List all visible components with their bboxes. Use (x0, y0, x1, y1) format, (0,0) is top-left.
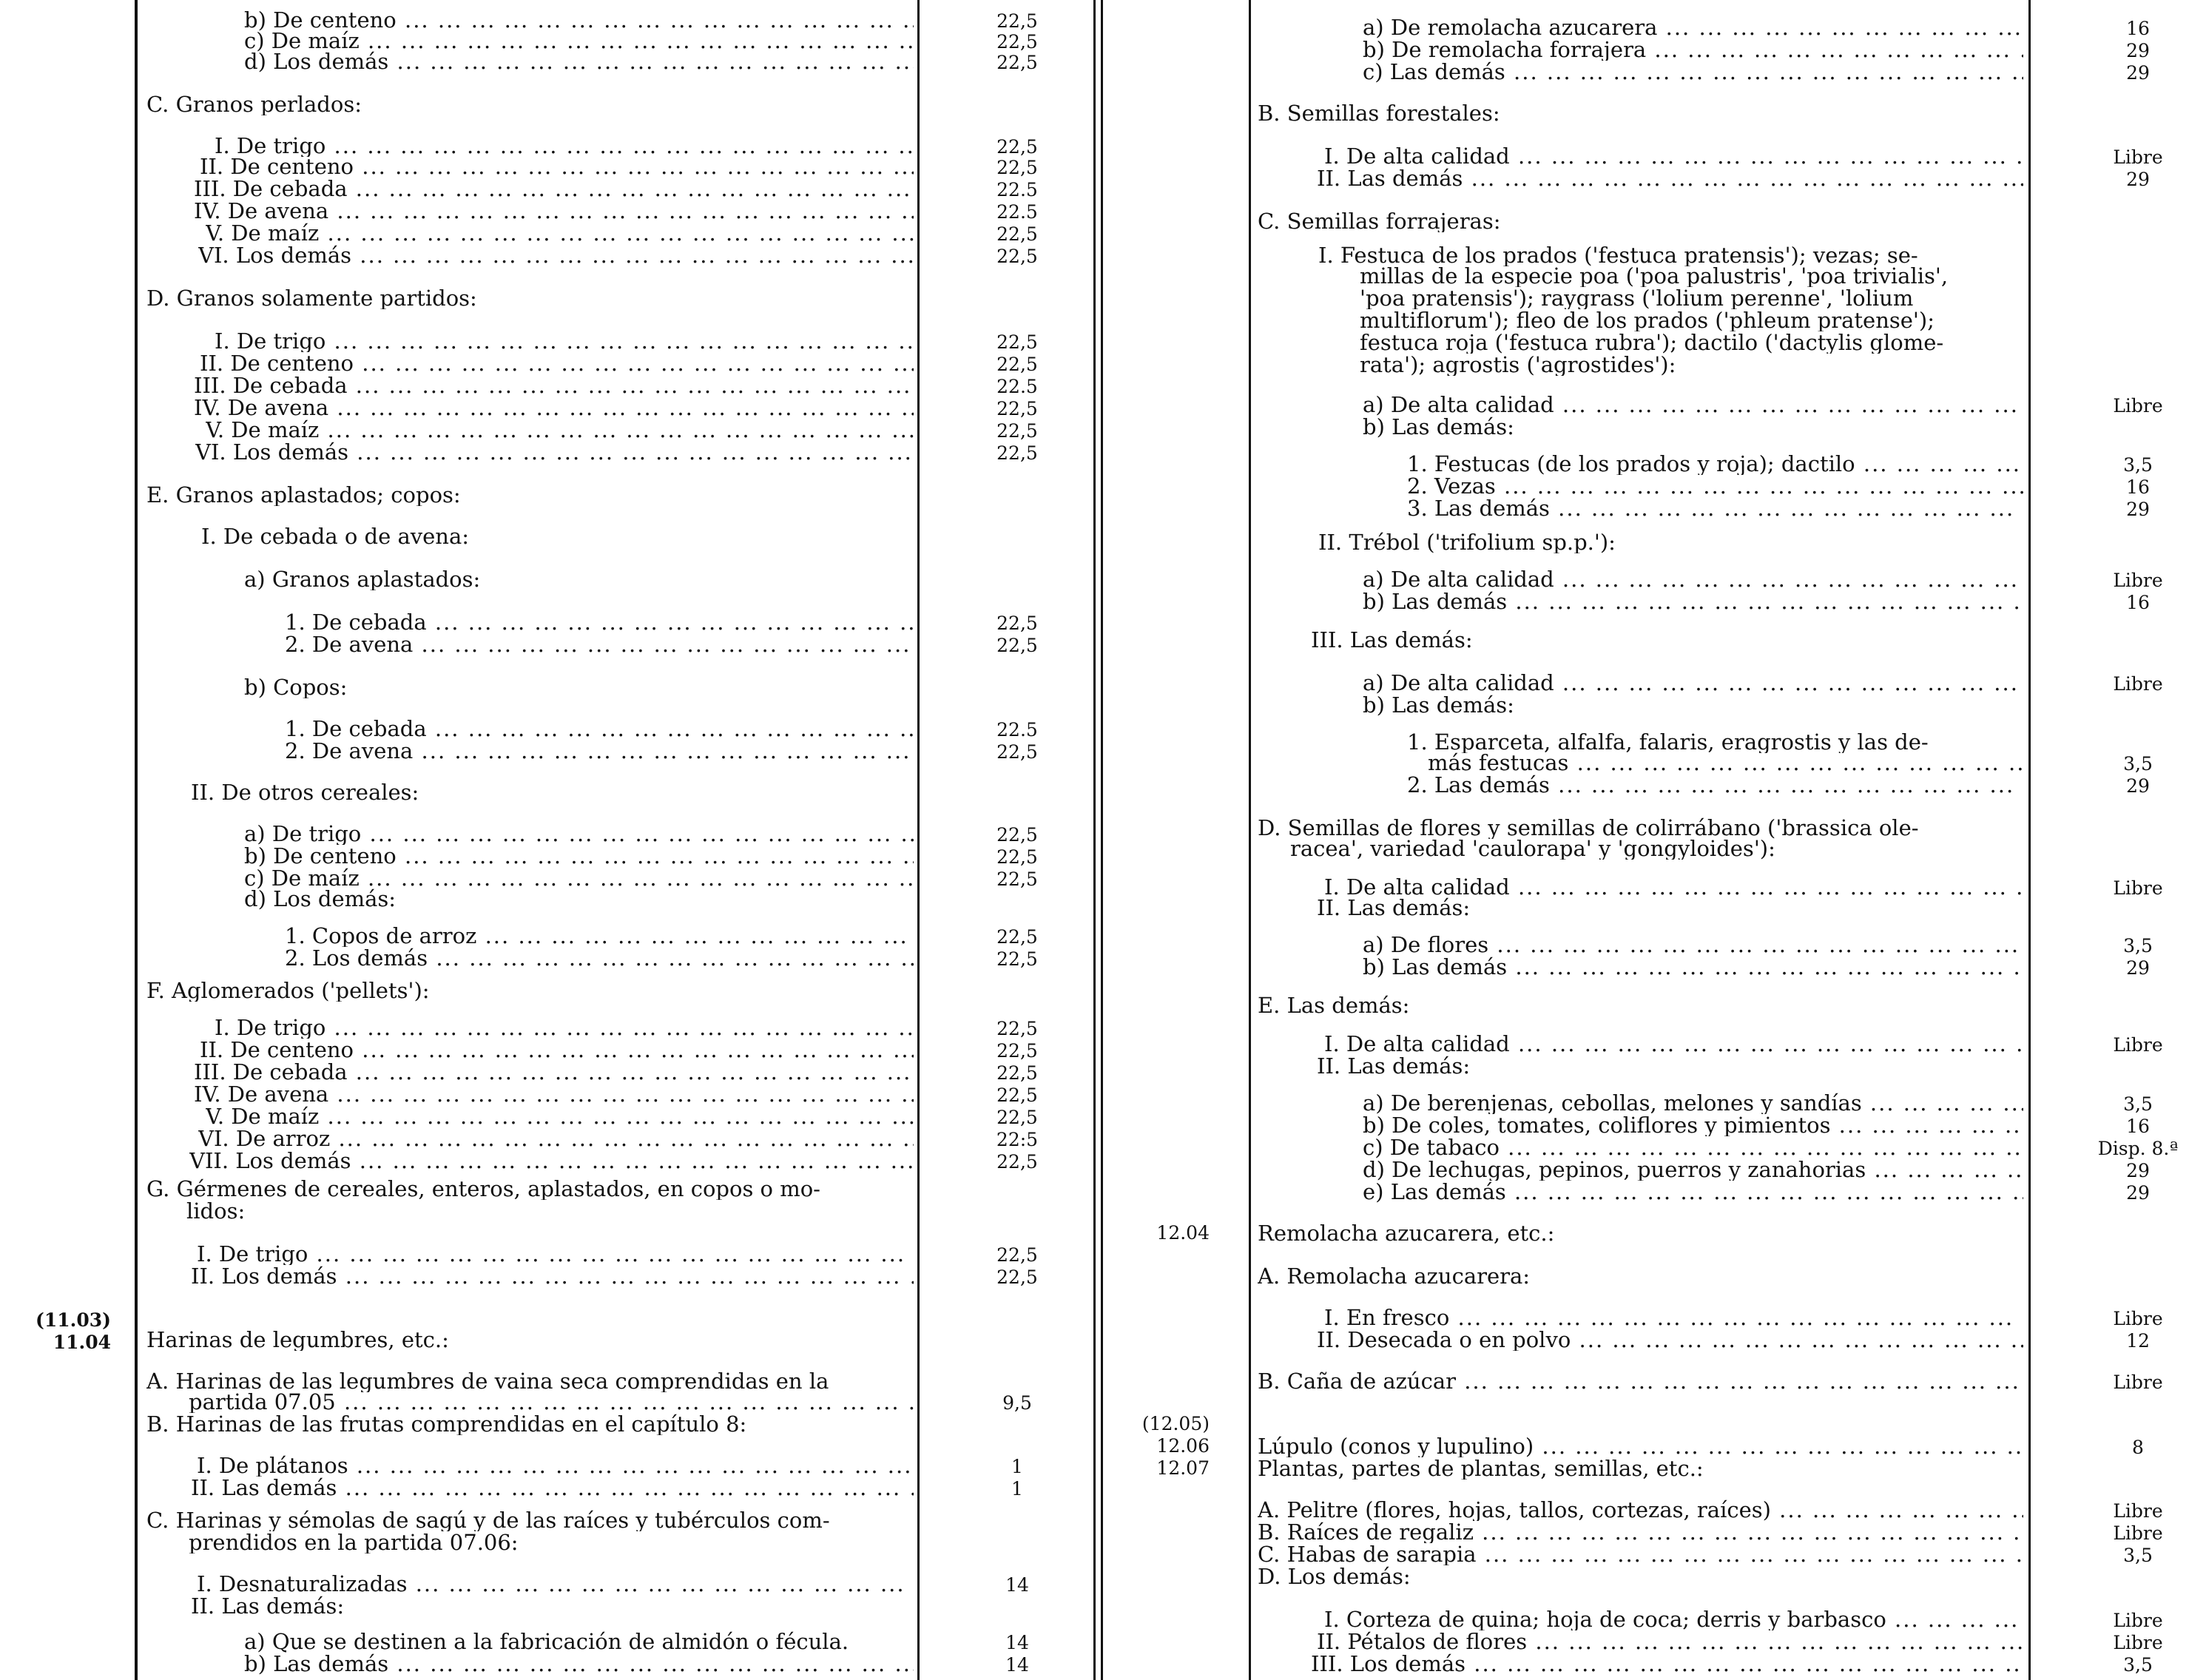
right-entry (1324, 1033, 2023, 1056)
left-entry (194, 1083, 914, 1107)
left-entry-value: 22,5 (996, 10, 1038, 32)
left-entry-text: d) Los demás: (244, 888, 397, 910)
right-heading-code: 12.04 (1156, 1222, 1210, 1244)
left-entry (191, 1265, 914, 1289)
right-entry-value: Libre (2113, 1308, 2163, 1329)
right-entry (1258, 1265, 2027, 1289)
center-rule-a (1093, 0, 1096, 1680)
right-entry-text: a) De flores ... . (1363, 934, 2023, 956)
left-entry-value: 22,5 (996, 1084, 1038, 1106)
right-entry (1311, 629, 2025, 652)
left-entry-value: 22.5 (996, 201, 1038, 223)
right-entry-text: Lúpulo (conos y lupulino) ... . (1258, 1435, 2023, 1457)
left-entry-text: II. De centeno ... . (200, 352, 914, 374)
right-heading-code: 12.07 (1156, 1457, 1210, 1479)
right-entry-text: A. Remolacha azucarera: (1258, 1265, 1531, 1287)
right-entry-value: 12 (2126, 1330, 2150, 1352)
left-entry (244, 1630, 914, 1654)
left-entry (189, 1391, 914, 1414)
left-entry (206, 1105, 914, 1129)
left-entry (194, 200, 914, 223)
left-entry-value: 22.5 (996, 719, 1038, 741)
right-entry (1318, 531, 2025, 555)
left-entry-value: 22,5 (996, 846, 1038, 868)
right-entry (1363, 672, 2023, 695)
left-entry-text: II. De centeno ... . (200, 155, 914, 178)
left-entry (285, 718, 914, 741)
right-entry (1363, 1181, 2023, 1204)
right-entry (1363, 934, 2023, 957)
left-entry (215, 1016, 914, 1040)
right-entry-text: II. Las demás: (1317, 1055, 1471, 1077)
right-entry (1258, 210, 2027, 234)
right-entry-value: 29 (2126, 957, 2150, 979)
right-entry-text: B. Raíces de regaliz ... . (1258, 1521, 2023, 1543)
left-entry-text: V. De maíz ... . (206, 419, 914, 441)
right-entry-text: Plantas, partes de plantas, semillas, etc.: (1258, 1457, 1704, 1480)
left-entry (244, 50, 914, 74)
right-entry (1324, 1306, 2023, 1330)
left-entry-text: 2. Los demás ... . (285, 947, 914, 969)
right-entry-value: 3,5 (2123, 935, 2153, 957)
right-entry-value: 16 (2126, 18, 2150, 39)
left-entry (197, 1454, 914, 1478)
left-entry-text: II. Las demás ... . (191, 1477, 914, 1499)
left-entry (285, 740, 914, 763)
right-entry (1360, 309, 2026, 333)
left-entry (285, 947, 914, 971)
left-entry-text: I. Desnaturalizadas ... . (197, 1573, 914, 1595)
right-entry (1258, 1435, 2023, 1459)
left-entry (146, 287, 916, 311)
left-entry (198, 1127, 914, 1151)
right-entry-text: II. Pétalos de flores ... . (1317, 1630, 2023, 1653)
right-entry (1290, 837, 2026, 861)
right-entry (1363, 1136, 2023, 1160)
left-entry-value: 22,5 (996, 613, 1038, 634)
right-entry (1258, 1543, 2023, 1567)
left-entry (146, 93, 916, 117)
right-entry-text: E. Las demás: (1258, 994, 1410, 1016)
left-entry-value: 22,5 (996, 1040, 1038, 1062)
left-entry (197, 1243, 914, 1266)
right-entry-text: e) Las demás ... . (1363, 1181, 2023, 1203)
left-entry (146, 979, 916, 1003)
left-entry-value: 22,5 (996, 741, 1038, 763)
left-entry-value: 22,5 (996, 948, 1038, 970)
right-entry-value: 29 (2126, 1160, 2150, 1181)
left-entry-value: 22,5 (996, 1266, 1038, 1288)
left-entry (285, 925, 914, 948)
left-column-rule (135, 0, 138, 1680)
left-entry-value: 22,5 (996, 926, 1038, 948)
left-entry (197, 1573, 914, 1596)
right-entry (1407, 453, 2023, 476)
left-entry (189, 1531, 914, 1555)
right-entry-text: I. De alta calidad ... . (1324, 876, 2023, 898)
left-entry-value: 22,5 (996, 223, 1038, 245)
right-entry-text: C. Habas de sarapia ... . (1258, 1543, 2023, 1565)
right-entry (1428, 752, 2023, 775)
left-entry-text: B. Harinas de las frutas comprendidas en el capítulo 8: (146, 1413, 747, 1435)
right-entry (1363, 1114, 2023, 1138)
right-entry (1317, 1055, 2023, 1079)
right-entry-text: I. Corteza de quina; hoja de coca; derris y barbasco ... . (1324, 1608, 2023, 1630)
right-entry-value: Libre (2113, 877, 2163, 899)
right-entry-text: b) De remolacha forrajera ... . (1363, 38, 2023, 61)
left-entry-text: a) Granos aplastados: (244, 568, 481, 590)
right-entry-text: I. Festuca de los prados ('festuca pratensis'); vezas; se- (1318, 244, 1918, 266)
right-entry-text: I. En fresco ... . (1324, 1306, 2023, 1329)
left-entry (195, 441, 914, 465)
right-entry (1258, 1370, 2023, 1394)
left-entry (200, 1039, 914, 1062)
left-entry-value: 1 (1011, 1478, 1023, 1499)
right-entry-text: b) Las demás ... . (1363, 590, 2023, 613)
right-entry-text: I. De alta calidad ... . (1324, 145, 2023, 167)
right-entry (1360, 331, 2026, 355)
left-entry-text: b) Las demás ... . (244, 1653, 914, 1675)
left-entry-text: VI. De arroz ... . (198, 1127, 914, 1150)
left-entry-text: 2. De avena ... . (285, 740, 914, 762)
left-entry-text: I. De trigo ... . (215, 135, 914, 157)
left-entry-text: b) De centeno ... . (244, 9, 914, 31)
left-entry (146, 1178, 916, 1201)
left-entry-value: 1 (1011, 1456, 1023, 1477)
right-entry-value: 3,5 (2123, 753, 2153, 775)
right-entry (1317, 1329, 2023, 1352)
left-entry-text: II. De otros cereales: (191, 781, 419, 803)
left-entry-text: I. De trigo ... . (215, 1016, 914, 1039)
right-entry-value: 8 (2132, 1437, 2144, 1458)
left-entry-text: C. Granos perlados: (146, 93, 362, 115)
left-entry-text: D. Granos solamente partidos: (146, 287, 477, 309)
left-entry (146, 484, 916, 507)
left-entry (285, 611, 914, 635)
right-entry-value: Libre (2113, 146, 2163, 168)
left-entry-text: E. Granos aplastados; copos: (146, 484, 461, 506)
left-entry (200, 352, 914, 376)
left-entry (206, 222, 914, 246)
left-entry (244, 888, 914, 911)
right-entry-text: A. Pelitre (flores, hojas, tallos, cortezas, raíces) ... . (1258, 1499, 2023, 1521)
left-entry-text: partida 07.05 ... . (189, 1391, 914, 1413)
right-entry-value: Libre (2113, 395, 2163, 416)
left-entry-text: 1. De cebada ... . (285, 611, 914, 633)
left-entry (206, 419, 914, 442)
left-entry (186, 1200, 915, 1224)
left-value-rule (917, 0, 920, 1680)
right-entry-text: más festucas ... . (1428, 752, 2023, 774)
left-entry (215, 330, 914, 354)
left-entry (191, 781, 914, 805)
left-entry-text: G. Gérmenes de cereales, enteros, aplastados, en copos o mo- (146, 1178, 820, 1200)
left-entry-text: prendidos en la partida 07.06: (189, 1531, 519, 1554)
left-entry (244, 676, 914, 700)
right-entry-text: II. Las demás: (1317, 897, 1471, 919)
right-entry (1311, 1653, 2023, 1676)
left-entry-value: 22,5 (996, 331, 1038, 353)
left-entry-value: 9,5 (1002, 1392, 1032, 1414)
right-entry-value: Libre (2113, 1610, 2163, 1631)
right-entry (1317, 1630, 2023, 1654)
left-entry-value: 22,5 (996, 157, 1038, 178)
left-entry-value: 14 (1005, 1654, 1029, 1676)
left-entry (201, 525, 911, 549)
left-heading-code: (11.03) (36, 1309, 111, 1331)
right-entry (1363, 394, 2023, 417)
left-entry (146, 1413, 916, 1437)
left-entry (285, 633, 914, 657)
left-entry-text: IV. De avena ... . (194, 1083, 914, 1105)
right-entry-text: b) Las demás ... . (1363, 956, 2023, 978)
right-entry (1363, 956, 2023, 979)
right-entry-text: I. De alta calidad ... . (1324, 1033, 2023, 1055)
left-entry-text: IV. De avena ... . (194, 200, 914, 222)
right-entry-text: 3. Las demás ... . (1407, 497, 2023, 519)
left-entry-text: F. Aglomerados ('pellets'): (146, 979, 430, 1002)
right-entry-value: Libre (2113, 1500, 2163, 1522)
left-entry-text: VII. Los demás ... . (189, 1150, 914, 1172)
right-entry-text: rata'); agrostis ('agrostides'): (1360, 354, 1676, 376)
left-entry (244, 1653, 914, 1676)
left-entry (244, 823, 914, 846)
left-entry-value: 22,5 (996, 1062, 1038, 1084)
right-entry-text: multiflorum'); fleo de los prados ('phleum pratense'); (1360, 309, 1935, 331)
right-entry (1258, 1457, 2027, 1481)
left-entry (146, 1509, 916, 1533)
right-entry-value: 29 (2126, 775, 2150, 797)
right-entry-text: b) De coles, tomates, coliflores y pimientos ... . (1363, 1114, 2023, 1136)
right-entry (1363, 1158, 2023, 1182)
right-entry-value: Libre (2113, 570, 2163, 591)
right-entry (1363, 568, 2023, 592)
right-entry-text: b) Las demás: (1363, 416, 1514, 438)
left-entry-text: 1. Copos de arroz ... . (285, 925, 914, 947)
left-entry-text: Harinas de legumbres, etc.: (146, 1329, 449, 1351)
left-entry (146, 1329, 916, 1352)
left-entry-text: c) De maíz ... . (244, 30, 914, 52)
right-entry-value: 16 (2126, 1116, 2150, 1137)
right-entry-text: c) De tabaco ... . (1363, 1136, 2023, 1158)
left-entry-value: 22,5 (996, 442, 1038, 464)
left-entry-text: I. De cebada o de avena: (201, 525, 470, 547)
right-entry-value: 29 (2126, 169, 2150, 190)
right-entry (1363, 61, 2023, 84)
right-entry (1363, 416, 2023, 439)
left-entry-text: III. De cebada ... . (194, 1061, 914, 1083)
left-entry (191, 1595, 914, 1619)
right-entry-text: 1. Esparceta, alfalfa, falaris, eragrostis y las de- (1407, 731, 1929, 753)
right-entry-text: 2. Las demás ... . (1407, 774, 2023, 796)
left-entry-text: II. De centeno ... . (200, 1039, 914, 1061)
left-entry-text: I. De trigo ... . (215, 330, 914, 352)
right-entry-value: 16 (2126, 476, 2150, 498)
left-entry-value: 22,5 (996, 52, 1038, 73)
right-entry (1317, 897, 2023, 920)
right-entry (1317, 167, 2023, 191)
right-column-rule (1249, 0, 1251, 1680)
right-entry-text: B. Semillas forestales: (1258, 102, 1500, 124)
left-entry-value: 14 (1005, 1632, 1029, 1653)
right-entry-value: Disp. 8.ª (2097, 1138, 2179, 1159)
right-heading-code: (12.05) (1141, 1413, 1210, 1434)
left-entry (198, 244, 914, 268)
left-entry (194, 397, 914, 420)
left-entry-text: II. Los demás ... . (191, 1265, 914, 1287)
left-entry-text: 1. De cebada ... . (285, 718, 914, 740)
right-entry-value: 29 (2126, 62, 2150, 84)
left-entry-text: IV. De avena ... . (194, 397, 914, 419)
left-entry-value: 22,5 (996, 420, 1038, 442)
left-entry-value: 22,5 (996, 868, 1038, 890)
right-entry-text: 1. Festucas (de los prados y roja); dactilo ... . (1407, 453, 2023, 475)
left-entry-value: 22,5 (996, 246, 1038, 267)
right-entry-text: Remolacha azucarera, etc.: (1258, 1222, 1555, 1244)
left-entry (191, 1477, 914, 1500)
right-entry-text: II. Las demás ... . (1317, 167, 2023, 189)
right-entry-text: B. Caña de azúcar ... . (1258, 1370, 2023, 1392)
right-entry-value: 29 (2126, 40, 2150, 61)
left-entry (244, 568, 914, 592)
right-value-rule (2028, 0, 2031, 1680)
right-heading-code: 12.06 (1156, 1435, 1210, 1457)
right-entry-text: D. Semillas de flores y semillas de colirrábano ('brassica ole- (1258, 817, 1919, 839)
right-entry (1363, 38, 2023, 62)
right-entry (1258, 1222, 2027, 1246)
right-entry (1258, 1521, 2023, 1545)
left-entry-text: a) De trigo ... . (244, 823, 914, 845)
right-entry-text: a) De berenjenas, cebollas, melones y sandías ... . (1363, 1092, 2023, 1114)
right-entry (1360, 354, 2026, 377)
right-entry (1258, 994, 2027, 1018)
left-entry-text: III. De cebada ... . (194, 178, 914, 200)
right-entry-value: Libre (2113, 673, 2163, 695)
right-entry-value: Libre (2113, 1632, 2163, 1653)
right-entry (1258, 1499, 2023, 1522)
left-entry-value: 22,5 (996, 136, 1038, 158)
right-entry-text: c) Las demás ... . (1363, 61, 2023, 83)
right-entry-text: III. Los demás ... . (1311, 1653, 2023, 1675)
left-heading-code: 11.04 (53, 1332, 111, 1353)
right-entry-text: b) Las demás: (1363, 694, 1514, 716)
right-entry (1363, 694, 2023, 718)
left-entry-value: 22,5 (996, 398, 1038, 419)
left-entry-text: lidos: (186, 1200, 246, 1222)
left-entry-value: 22,5 (996, 354, 1038, 375)
left-entry (194, 374, 914, 398)
left-entry-text: III. De cebada ... . (194, 374, 914, 397)
right-entry-value: Libre (2113, 1372, 2163, 1393)
left-entry (194, 1061, 914, 1084)
right-entry-text: a) De alta calidad ... . (1363, 568, 2023, 590)
right-entry-value: 29 (2126, 1182, 2150, 1204)
right-entry-value: 3,5 (2123, 454, 2153, 476)
right-entry-text: 'poa pratensis'); raygrass ('lolium perenne', 'lolium (1360, 287, 1914, 309)
left-entry-value: 22:5 (996, 1129, 1039, 1150)
left-entry-text: b) De centeno ... . (244, 845, 914, 867)
right-entry-value: Libre (2113, 1522, 2163, 1544)
left-entry-text: V. De maíz ... . (206, 222, 914, 244)
right-entry-text: D. Los demás: (1258, 1565, 1411, 1588)
right-entry (1363, 590, 2023, 614)
left-entry-text: V. De maíz ... . (206, 1105, 914, 1127)
right-entry (1324, 1608, 2023, 1632)
left-entry-text: I. De plátanos ... . (197, 1454, 914, 1477)
right-entry-text: a) De alta calidad ... . (1363, 394, 2023, 416)
right-entry-value: 16 (2126, 592, 2150, 613)
right-entry-value: 3,5 (2123, 1545, 2153, 1566)
right-entry (1407, 497, 2023, 521)
left-entry-value: 22,5 (996, 1244, 1038, 1266)
right-entry (1360, 287, 2026, 311)
left-entry-text: C. Harinas y sémolas de sagú y de las raíces y tubérculos com- (146, 1509, 830, 1531)
left-entry (244, 845, 914, 868)
right-entry-value: 3,5 (2123, 1654, 2153, 1676)
left-entry-text: a) Que se destinen a la fabricación de almidón o fécula. (244, 1630, 849, 1653)
right-entry (1258, 102, 2027, 126)
right-entry (1363, 16, 2023, 40)
left-entry-value: 22.5 (996, 179, 1038, 200)
right-entry-text: II. Trébol ('trifolium sp.p.'): (1318, 531, 1616, 553)
right-entry (1407, 475, 2023, 499)
right-entry-text: racea', variedad 'caulorapa' y 'gongyloides'): (1290, 837, 1775, 860)
right-entry (1360, 265, 2026, 289)
left-entry-text: b) Copos: (244, 676, 348, 698)
right-entry-text: millas de la especie poa ('poa palustris', 'poa trivialis', (1360, 265, 1949, 287)
right-entry-value: Libre (2113, 1034, 2163, 1056)
left-entry-value: 22.5 (996, 376, 1038, 397)
left-entry (189, 1150, 914, 1173)
left-entry-value: 22,5 (996, 635, 1038, 656)
right-entry (1324, 145, 2023, 169)
right-entry-value: 3,5 (2123, 1093, 2153, 1115)
left-entry-text: VI. Los demás ... . (195, 441, 914, 463)
left-entry-text: c) De maíz ... . (244, 867, 914, 889)
right-entry-text: a) De alta calidad ... . (1363, 672, 2023, 694)
left-entry-value: 22,5 (996, 824, 1038, 846)
left-entry-value: 14 (1005, 1574, 1029, 1596)
left-entry-value: 22,5 (996, 31, 1038, 53)
left-entry-text: I. De trigo ... . (197, 1243, 914, 1265)
right-entry-text: II. Desecada o en polvo ... . (1317, 1329, 2023, 1351)
right-entry-text: a) De remolacha azucarera ... . (1363, 16, 2023, 38)
left-entry-text: VI. Los demás ... . (198, 244, 914, 266)
left-entry-text: d) Los demás ... . (244, 50, 914, 72)
right-entry-text: d) De lechugas, pepinos, puerros y zanahorias ... . (1363, 1158, 2023, 1181)
right-entry (1258, 1565, 2027, 1589)
left-entry (194, 178, 914, 201)
right-entry-text: 2. Vezas ... . (1407, 475, 2023, 497)
right-entry (1363, 1092, 2023, 1116)
left-entry (200, 155, 914, 179)
left-entry-value: 22,5 (996, 1151, 1038, 1173)
right-entry-text: C. Semillas forrajeras: (1258, 210, 1501, 232)
right-entry-value: 29 (2126, 499, 2150, 520)
left-entry-text: 2. De avena ... . (285, 633, 914, 655)
left-entry-value: 22,5 (996, 1018, 1038, 1039)
left-entry-text: A. Harinas de las legumbres de vaina seca comprendidas en la (146, 1370, 829, 1392)
right-entry-text: III. Las demás: (1311, 629, 1473, 651)
right-entry (1407, 774, 2023, 797)
left-entry-value: 22,5 (996, 1107, 1038, 1128)
left-entry-text: II. Las demás: (191, 1595, 345, 1617)
right-entry-text: festuca roja ('festuca rubra'); dactilo ('dactylis glome- (1360, 331, 1944, 354)
